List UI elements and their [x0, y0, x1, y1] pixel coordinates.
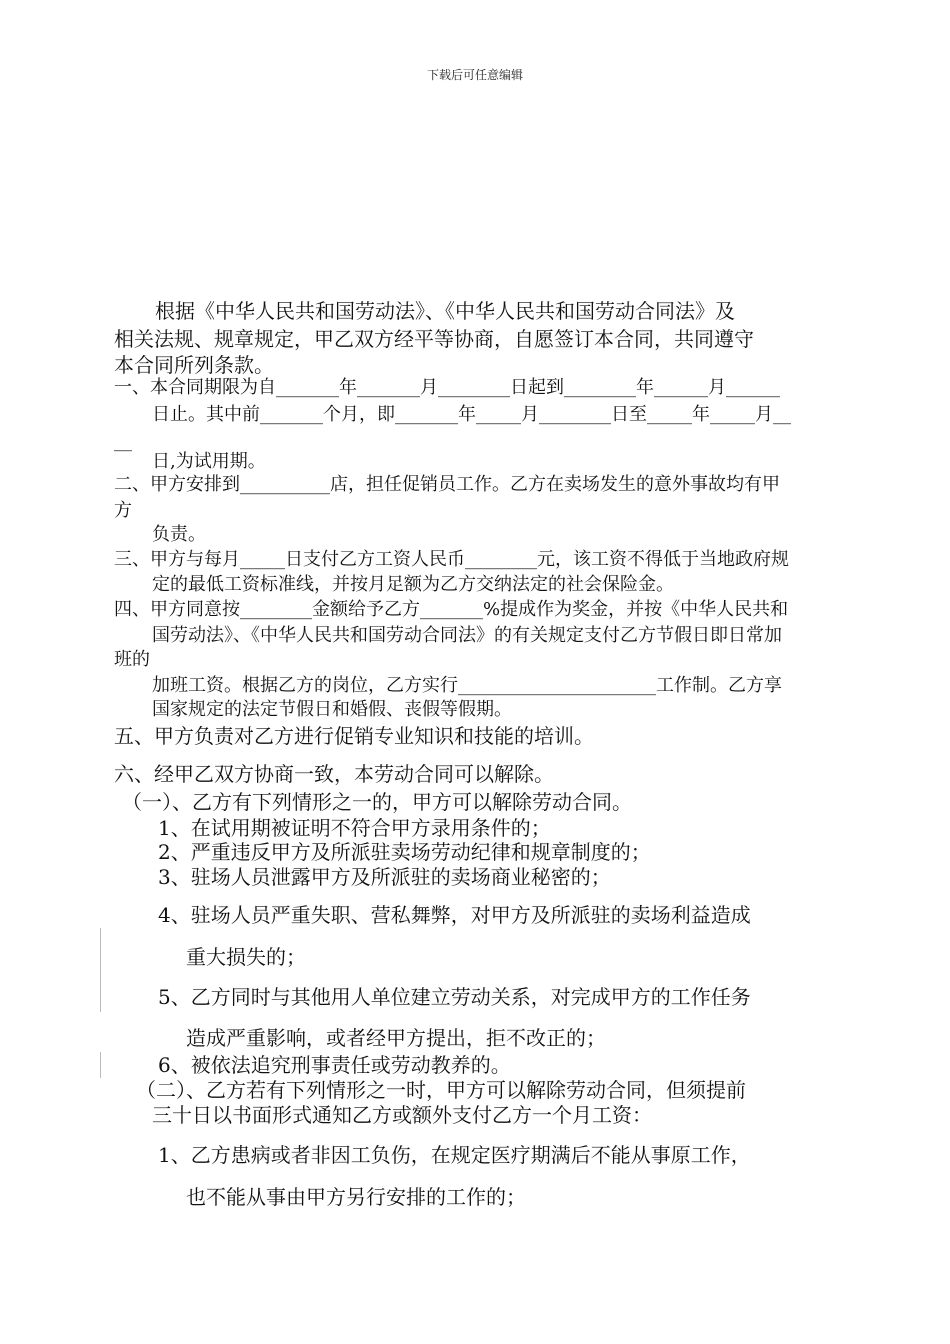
clause6-sub1-item-5-cont: 造成严重影响，或者经甲方提出，拒不改正的；	[186, 1026, 606, 1050]
clause4-line-3: 班的	[114, 649, 150, 670]
clause6-sub2-item-1-cont: 也不能从事由甲方另行安排的工作的；	[186, 1185, 526, 1209]
margin-bar	[100, 928, 101, 1012]
clause4-line-2: 国劳动法》、《中华人民共和国劳动合同法》的有关规定支付乙方节假日即日常加	[152, 625, 782, 646]
clause4-line-1: 四、甲方同意按________金额给予乙方_______%提成作为奖金，并按《中华人民共和	[114, 599, 789, 620]
clause5: 五、甲方负责对乙方进行促销专业知识和技能的培训。	[114, 724, 594, 748]
clause6-sub1-item-3: 3、驻场人员泄露甲方及所派驻的卖场商业秘密的；	[158, 865, 611, 889]
clause2-line-2: 方	[114, 500, 132, 521]
preamble-line-1: 根据《中华人民共和国劳动法》、《中华人民共和国劳动合同法》及	[155, 299, 735, 323]
clause6-sub1-item-6: 6、被依法追究刑事责任或劳动教养的。	[158, 1053, 511, 1077]
clause6-sub1-item-5: 5、乙方同时与其他用人单位建立劳动关系，对完成甲方的工作任务	[158, 985, 751, 1009]
clause6-title: 六、经甲乙双方协商一致，本劳动合同可以解除。	[114, 762, 554, 786]
clause6-sub2-title-2: 三十日以书面形式通知乙方或额外支付乙方一个月工资：	[152, 1103, 652, 1127]
page-header: 下载后可任意编辑	[426, 68, 523, 82]
preamble-line-3: 本合同所列条款。	[114, 353, 274, 377]
margin-bar	[100, 1052, 101, 1078]
clause6-sub2-item-1: 1、乙方患病或者非因工负伤，在规定医疗期满后不能从事原工作，	[158, 1143, 751, 1167]
clause3-line-1: 三、甲方与每月_____日支付乙方工资人民币________元，该工资不得低于当地政府规	[114, 549, 789, 570]
clause2-line-1: 二、甲方安排到__________店，担任促销员工作。乙方在卖场发生的意外事故均有甲	[114, 474, 780, 495]
clause6-sub1-item-2: 2、严重违反甲方及所派驻卖场劳动纪律和规章制度的；	[158, 840, 651, 864]
clause1-line-1: 一、本合同期限为自_______年_______月________日起到________年______月______	[114, 377, 780, 398]
clause6-sub1-title: （一）、乙方有下列情形之一的，甲方可以解除劳动合同。	[122, 790, 632, 814]
clause3-line-2: 定的最低工资标准线，并按月足额为乙方交纳法定的社会保险金。	[152, 574, 674, 595]
clause2-line-3: 负责。	[152, 524, 206, 545]
clause6-sub1-item-4-cont: 重大损失的；	[186, 945, 306, 969]
preamble-line-2: 相关法规、规章规定，甲乙双方经平等协商，自愿签订本合同，共同遵守	[114, 327, 754, 351]
clause6-sub1-item-1: 1、在试用期被证明不符合甲方录用条件的；	[158, 816, 551, 840]
clause6-sub2-title-1: （二）、乙方若有下列情形之一时，甲方可以解除劳动合同，但须提前	[136, 1078, 746, 1102]
clause4-line-4: 加班工资。根据乙方的岗位，乙方实行______________________工作制。乙方享	[152, 675, 782, 696]
clause1-line-4: 日,为试用期。	[152, 451, 266, 472]
clause1-line-3: __	[114, 431, 132, 452]
clause6-sub1-item-4: 4、驻场人员严重失职、营私舞弊，对甲方及所派驻的卖场利益造成	[158, 903, 751, 927]
clause1-line-2: 日止。其中前_______个月，即_______年_____月________日至_____年_____月__	[152, 404, 791, 425]
clause4-line-5: 国家规定的法定节假日和婚假、丧假等假期。	[152, 699, 512, 720]
